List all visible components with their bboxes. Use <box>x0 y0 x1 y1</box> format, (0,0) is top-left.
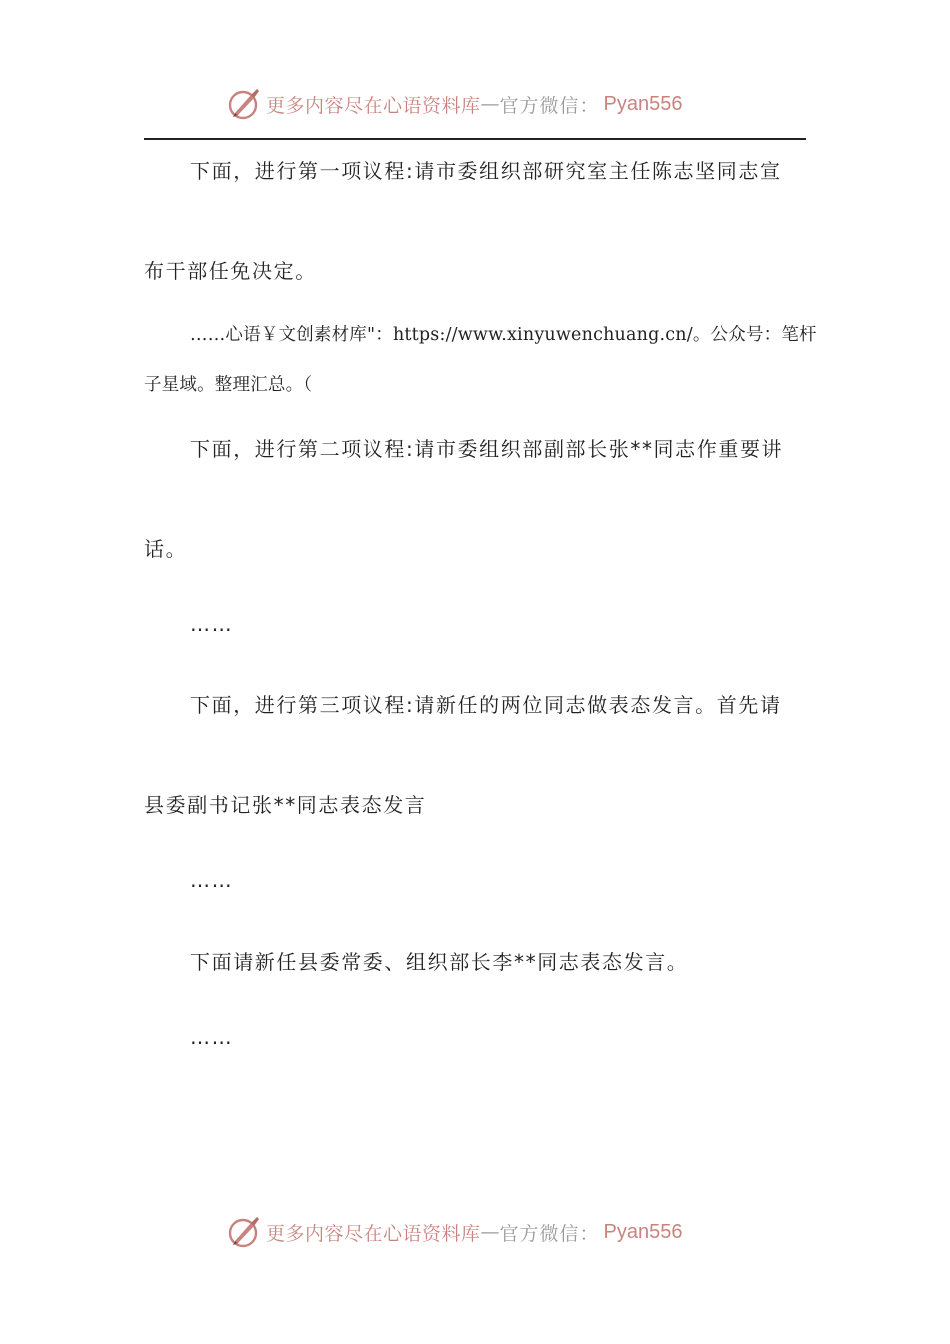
body-line-10: …… <box>190 868 234 892</box>
body-line-3: ……心语￥文创素材库"：https://www.xinyuwenchuang.cn/。公众号：笔杆 <box>190 325 817 345</box>
footer-banner <box>226 1212 746 1252</box>
body-line-2: 布干部任免决定。 <box>144 259 317 283</box>
body-line-6: 话。 <box>144 537 188 561</box>
body-line-1: 下面，进行第一项议程:请市委组织部研究室主任陈志坚同志宣 <box>190 159 782 183</box>
header-banner-separator: — <box>480 93 500 115</box>
body-line-11: 下面请新任县委常委、组织部长李**同志表态发言。 <box>190 950 689 974</box>
header-banner-text: 更多内容尽在心语资料库 <box>266 94 481 117</box>
body-line-12: …… <box>190 1025 234 1049</box>
footer-wechat-label: 官方微信： <box>499 1222 600 1245</box>
header-rule <box>144 138 806 140</box>
body-line-7: …… <box>190 612 234 636</box>
quill-pen-icon <box>226 86 262 122</box>
footer-wechat-id: Pyan556 <box>603 1220 683 1243</box>
header-wechat-id: Pyan556 <box>603 92 683 115</box>
footer-banner-separator: — <box>480 1221 500 1243</box>
body-line-9: 县委副书记张**同志表态发言 <box>144 793 427 817</box>
header-banner <box>226 84 746 124</box>
body-line-8: 下面，进行第三项议程:请新任的两位同志做表态发言。首先请 <box>190 693 782 717</box>
header-wechat-label: 官方微信： <box>499 94 600 117</box>
footer-banner-text: 更多内容尽在心语资料库 <box>266 1222 481 1245</box>
body-line-5: 下面，进行第二项议程:请市委组织部副部长张**同志作重要讲 <box>190 437 784 461</box>
body-line-4: 子星域。整理汇总。（ <box>144 375 313 395</box>
quill-pen-icon <box>226 1214 262 1250</box>
